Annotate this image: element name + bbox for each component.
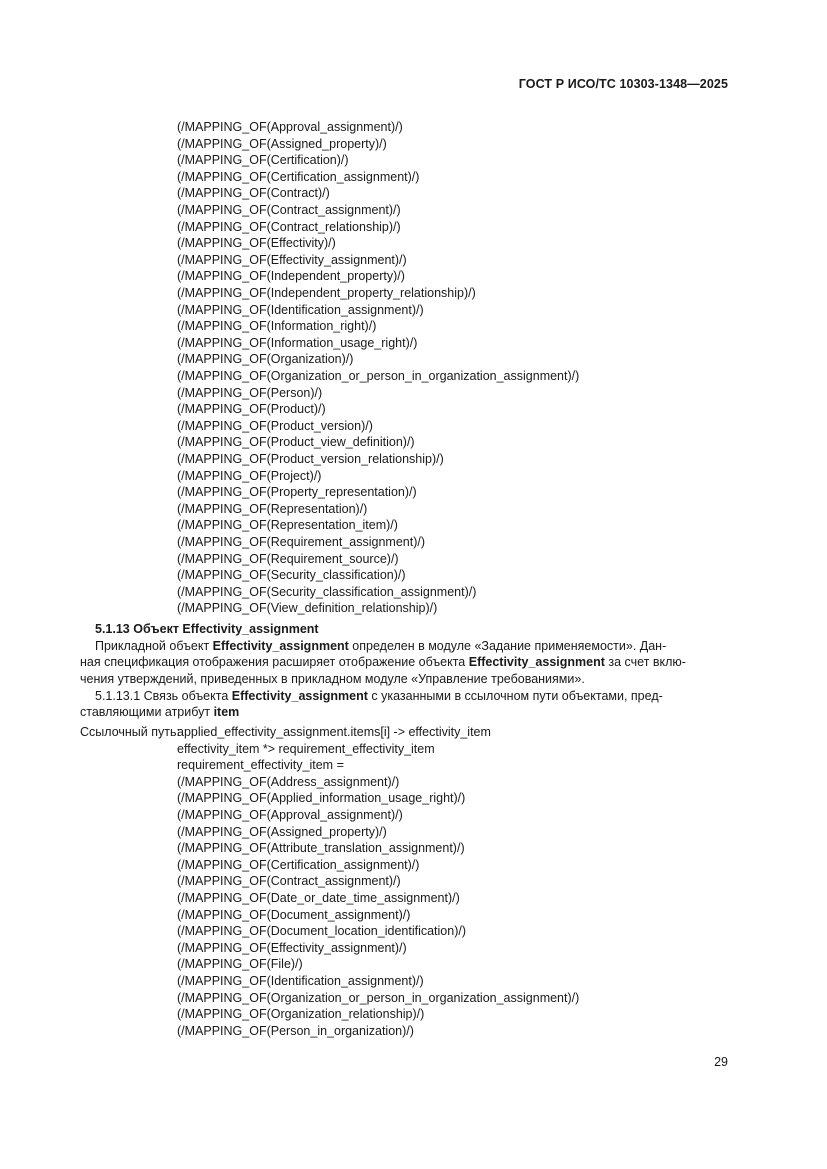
mapping-line: (/MAPPING_OF(Project)/) bbox=[177, 468, 322, 483]
mapping-line: (/MAPPING_OF(Effectivity)/) bbox=[177, 236, 336, 251]
mapping-line: (/MAPPING_OF(Product_version)/) bbox=[177, 418, 373, 433]
mapping-line: (/MAPPING_OF(Contract_assignment)/) bbox=[177, 874, 401, 889]
mapping-line: (/MAPPING_OF(Assigned_property)/) bbox=[177, 824, 387, 839]
mapping-line: (/MAPPING_OF(Address_assignment)/) bbox=[177, 774, 400, 789]
mapping-line: (/MAPPING_OF(Organization_relationship)/) bbox=[177, 1007, 425, 1022]
mapping-line: (/MAPPING_OF(Person)/) bbox=[177, 385, 323, 400]
mapping-line: (/MAPPING_OF(Contract_relationship)/) bbox=[177, 219, 401, 234]
paragraph-line-3: чения утверждений, приведенных в прикладном модуле «Управление требованиями». bbox=[80, 672, 585, 686]
mapping-line: requirement_effectivity_item = bbox=[177, 758, 344, 773]
mapping-line: effectivity_item *> requirement_effectivity_item bbox=[177, 741, 435, 756]
mapping-line: applied_effectivity_assignment.items[i] -> effectivity_item bbox=[177, 725, 491, 739]
mapping-line: (/MAPPING_OF(Requirement_source)/) bbox=[177, 551, 399, 566]
mapping-line: (/MAPPING_OF(Security_classification)/) bbox=[177, 568, 406, 583]
mapping-line: (/MAPPING_OF(Organization_or_person_in_organization_assignment)/) bbox=[177, 369, 580, 383]
mapping-line: (/MAPPING_OF(Information_usage_right)/) bbox=[177, 335, 418, 350]
page-number: 29 bbox=[714, 1055, 728, 1069]
mapping-line: (/MAPPING_OF(Requirement_assignment)/) bbox=[177, 535, 425, 549]
mapping-line: (/MAPPING_OF(Product_version_relationship)/) bbox=[177, 452, 444, 466]
mapping-line: (/MAPPING_OF(Approval_assignment)/) bbox=[177, 120, 403, 134]
mapping-line: (/MAPPING_OF(Property_representation)/) bbox=[177, 485, 417, 500]
mapping-line: (/MAPPING_OF(Contract)/) bbox=[177, 186, 330, 201]
mapping-line: (/MAPPING_OF(Independent_property)/) bbox=[177, 269, 405, 284]
mapping-line: (/MAPPING_OF(Document_assignment)/) bbox=[177, 907, 411, 922]
paragraph-line-4: 5.1.13.1 Связь объекта Effectivity_assignment с указанными в ссылочном пути объектами, пред- bbox=[95, 689, 663, 703]
mapping-line: (/MAPPING_OF(Certification)/) bbox=[177, 153, 349, 168]
mapping-line: (/MAPPING_OF(Document_location_identification)/) bbox=[177, 924, 467, 939]
mapping-line: (/MAPPING_OF(Certification_assignment)/) bbox=[177, 857, 420, 872]
mapping-line: (/MAPPING_OF(Certification_assignment)/) bbox=[177, 169, 420, 184]
mapping-line: (/MAPPING_OF(Representation_item)/) bbox=[177, 518, 398, 533]
paragraph-line-2: ная спецификация отображения расширяет отображение объекта Effectivity_assignment за счет вклю- bbox=[80, 655, 686, 669]
mapping-line: (/MAPPING_OF(Identification_assignment)/) bbox=[177, 974, 424, 988]
mapping-line: (/MAPPING_OF(Effectivity_assignment)/) bbox=[177, 252, 407, 267]
mapping-line: (/MAPPING_OF(Person_in_organization)/) bbox=[177, 1023, 414, 1038]
mapping-line: (/MAPPING_OF(Organization_or_person_in_organization_assignment)/) bbox=[177, 990, 580, 1005]
ref-path-label: Ссылочный путь: bbox=[80, 725, 180, 739]
mapping-line: (/MAPPING_OF(Security_classification_assignment)/) bbox=[177, 584, 477, 599]
paragraph-line-5: ставляющими атрибут item bbox=[80, 705, 240, 719]
mapping-line: (/MAPPING_OF(Effectivity_assignment)/) bbox=[177, 940, 407, 955]
mapping-line: (/MAPPING_OF(Approval_assignment)/) bbox=[177, 808, 403, 822]
mapping-line: (/MAPPING_OF(Product_view_definition)/) bbox=[177, 435, 415, 450]
mapping-line: (/MAPPING_OF(Assigned_property)/) bbox=[177, 136, 387, 151]
mapping-line: (/MAPPING_OF(Contract_assignment)/) bbox=[177, 203, 401, 217]
mapping-line: (/MAPPING_OF(Organization)/) bbox=[177, 352, 354, 367]
mapping-line: (/MAPPING_OF(Information_right)/) bbox=[177, 319, 377, 334]
mapping-line: (/MAPPING_OF(Identification_assignment)/) bbox=[177, 302, 424, 317]
mapping-line: (/MAPPING_OF(Attribute_translation_assignment)/) bbox=[177, 841, 465, 856]
mapping-line: (/MAPPING_OF(Representation)/) bbox=[177, 501, 368, 516]
mapping-line: (/MAPPING_OF(Date_or_date_time_assignment)/) bbox=[177, 891, 460, 905]
section-heading: 5.1.13 Объект Effectivity_assignment bbox=[95, 622, 319, 636]
mapping-line: (/MAPPING_OF(View_definition_relationship)/) bbox=[177, 601, 438, 616]
mapping-line: (/MAPPING_OF(Applied_information_usage_right)/) bbox=[177, 791, 466, 806]
document-header: ГОСТ Р ИСО/ТС 10303-1348—2025 bbox=[518, 77, 728, 91]
mapping-line: (/MAPPING_OF(Independent_property_relationship)/) bbox=[177, 286, 476, 300]
paragraph-line-1: Прикладной объект Effectivity_assignment определен в модуле «Задание применяемости». Дан- bbox=[95, 639, 667, 653]
mapping-line: (/MAPPING_OF(File)/) bbox=[177, 957, 303, 972]
mapping-line: (/MAPPING_OF(Product)/) bbox=[177, 402, 326, 417]
